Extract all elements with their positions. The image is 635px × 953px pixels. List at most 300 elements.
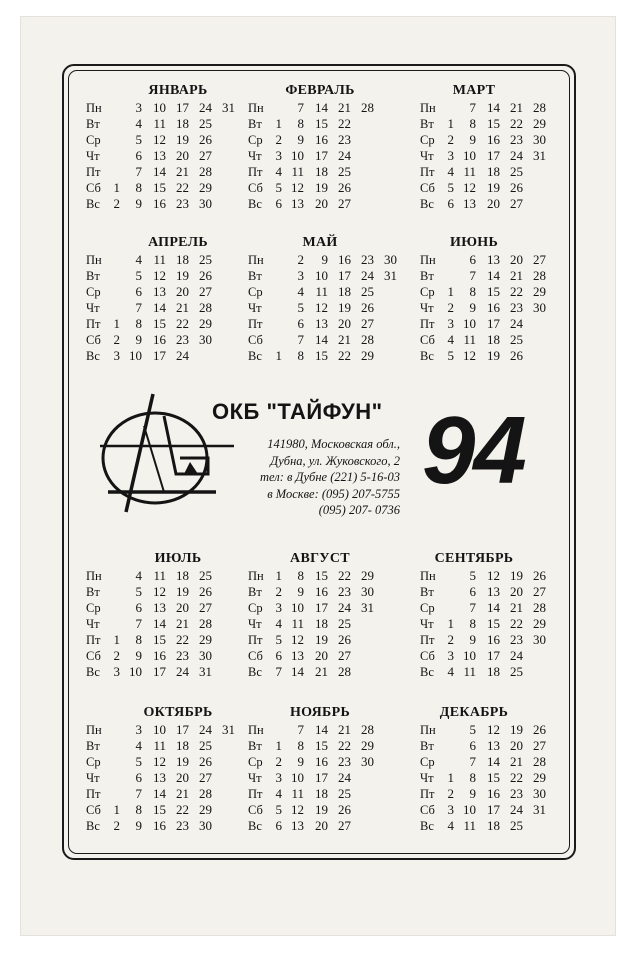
day-number: 12 bbox=[463, 180, 476, 195]
day-number: 15 bbox=[487, 770, 500, 785]
weekday-label: Вт bbox=[86, 269, 100, 283]
day-number: 19 bbox=[176, 132, 189, 147]
day-number: 13 bbox=[153, 284, 166, 299]
month-title: АВГУСТ bbox=[290, 551, 350, 566]
day-number: 12 bbox=[463, 348, 476, 363]
address-line: 141980, Московская обл., bbox=[267, 437, 400, 451]
month-block bbox=[420, 550, 590, 680]
day-number: 9 bbox=[321, 252, 328, 267]
day-number: 11 bbox=[153, 568, 166, 583]
day-number: 24 bbox=[176, 348, 189, 363]
day-number: 30 bbox=[533, 786, 546, 801]
weekday-label: Вс bbox=[86, 349, 100, 363]
weekday-label: Вт bbox=[420, 269, 434, 283]
day-number: 12 bbox=[153, 132, 166, 147]
week-row bbox=[86, 786, 256, 802]
weekday-label: Сб bbox=[248, 181, 263, 195]
day-number: 27 bbox=[199, 284, 212, 299]
day-number: 18 bbox=[487, 164, 500, 179]
weekday-label: Чт bbox=[420, 149, 434, 163]
day-number: 30 bbox=[533, 300, 546, 315]
day-number: 31 bbox=[199, 664, 212, 679]
week-row bbox=[86, 754, 256, 770]
weekday-label: Пн bbox=[86, 253, 102, 267]
day-number: 13 bbox=[291, 196, 304, 211]
day-number: 2 bbox=[447, 632, 454, 647]
weekday-label: Вт bbox=[248, 585, 262, 599]
day-number: 22 bbox=[510, 770, 523, 785]
month-block bbox=[86, 704, 256, 834]
weekday-label: Ср bbox=[248, 601, 263, 615]
day-number: 6 bbox=[469, 738, 476, 753]
day-number: 20 bbox=[176, 148, 189, 163]
day-number: 20 bbox=[315, 196, 328, 211]
day-number: 17 bbox=[315, 770, 328, 785]
weekday-label: Пн bbox=[420, 569, 436, 583]
day-number: 10 bbox=[291, 148, 304, 163]
day-number: 1 bbox=[447, 616, 454, 631]
day-number: 7 bbox=[297, 332, 304, 347]
day-number: 12 bbox=[487, 568, 500, 583]
weekday-label: Чт bbox=[420, 617, 434, 631]
day-number: 11 bbox=[463, 818, 476, 833]
week-row bbox=[248, 316, 418, 332]
day-number: 23 bbox=[361, 252, 374, 267]
day-number: 5 bbox=[135, 132, 142, 147]
weekday-label: Вт bbox=[86, 739, 100, 753]
day-number: 25 bbox=[199, 738, 212, 753]
day-number: 16 bbox=[153, 818, 166, 833]
weekday-label: Вс bbox=[420, 819, 434, 833]
weekday-label: Сб bbox=[248, 333, 263, 347]
week-row bbox=[248, 300, 418, 316]
day-number: 11 bbox=[463, 664, 476, 679]
day-number: 10 bbox=[153, 722, 166, 737]
day-number: 25 bbox=[199, 116, 212, 131]
day-number: 17 bbox=[176, 100, 189, 115]
day-number: 14 bbox=[153, 616, 166, 631]
week-row bbox=[248, 770, 418, 786]
day-number: 15 bbox=[153, 632, 166, 647]
day-number: 20 bbox=[510, 252, 523, 267]
day-number: 2 bbox=[113, 332, 120, 347]
week-row bbox=[86, 132, 256, 148]
day-number: 5 bbox=[275, 180, 282, 195]
day-number: 14 bbox=[315, 332, 328, 347]
day-number: 20 bbox=[510, 738, 523, 753]
day-number: 21 bbox=[176, 616, 189, 631]
week-row bbox=[248, 348, 418, 364]
weekday-label: Ср bbox=[420, 133, 435, 147]
day-number: 28 bbox=[361, 722, 374, 737]
week-row bbox=[420, 632, 590, 648]
day-number: 10 bbox=[463, 802, 476, 817]
day-number: 19 bbox=[315, 632, 328, 647]
day-number: 16 bbox=[338, 252, 351, 267]
day-number: 15 bbox=[315, 568, 328, 583]
week-row bbox=[420, 164, 590, 180]
day-number: 12 bbox=[487, 722, 500, 737]
day-number: 9 bbox=[469, 786, 476, 801]
weekday-label: Пн bbox=[248, 253, 264, 267]
day-number: 12 bbox=[153, 754, 166, 769]
day-number: 19 bbox=[176, 754, 189, 769]
day-number: 6 bbox=[135, 284, 142, 299]
week-row bbox=[420, 252, 590, 268]
month-title: ЯНВАРЬ bbox=[148, 83, 208, 98]
day-number: 20 bbox=[176, 600, 189, 615]
day-number: 21 bbox=[338, 722, 351, 737]
weekday-label: Сб bbox=[86, 333, 101, 347]
day-number: 17 bbox=[338, 268, 351, 283]
day-number: 25 bbox=[199, 568, 212, 583]
calendar-year: 94 bbox=[422, 397, 525, 504]
day-number: 30 bbox=[199, 196, 212, 211]
weekday-label: Чт bbox=[248, 617, 262, 631]
week-row bbox=[420, 116, 590, 132]
day-number: 23 bbox=[338, 132, 351, 147]
week-row bbox=[248, 568, 418, 584]
day-number: 11 bbox=[291, 164, 304, 179]
day-number: 1 bbox=[113, 316, 120, 331]
day-number: 8 bbox=[297, 348, 304, 363]
week-row bbox=[86, 100, 256, 116]
weekday-label: Сб bbox=[420, 181, 435, 195]
day-number: 10 bbox=[153, 100, 166, 115]
day-number: 3 bbox=[275, 148, 282, 163]
month-title: МАРТ bbox=[452, 83, 496, 98]
day-number: 1 bbox=[113, 632, 120, 647]
day-number: 30 bbox=[361, 754, 374, 769]
day-number: 16 bbox=[153, 648, 166, 663]
day-number: 26 bbox=[199, 754, 212, 769]
day-number: 27 bbox=[361, 316, 374, 331]
week-row bbox=[420, 786, 590, 802]
week-row bbox=[248, 132, 418, 148]
weekday-label: Пн bbox=[420, 101, 436, 115]
week-row bbox=[86, 818, 256, 834]
day-number: 13 bbox=[153, 600, 166, 615]
day-number: 21 bbox=[176, 300, 189, 315]
day-number: 19 bbox=[487, 180, 500, 195]
day-number: 22 bbox=[510, 116, 523, 131]
day-number: 15 bbox=[153, 316, 166, 331]
week-row bbox=[248, 284, 418, 300]
month-block bbox=[248, 82, 418, 212]
day-number: 14 bbox=[291, 664, 304, 679]
week-row bbox=[420, 100, 590, 116]
week-row bbox=[248, 738, 418, 754]
weekday-label: Сб bbox=[86, 649, 101, 663]
day-number: 7 bbox=[469, 754, 476, 769]
day-number: 24 bbox=[338, 148, 351, 163]
day-number: 3 bbox=[113, 348, 120, 363]
day-number: 27 bbox=[338, 818, 351, 833]
month-block bbox=[420, 82, 590, 212]
week-row bbox=[420, 332, 590, 348]
weekday-label: Пн bbox=[248, 101, 264, 115]
day-number: 14 bbox=[153, 300, 166, 315]
day-number: 11 bbox=[153, 738, 166, 753]
day-number: 26 bbox=[199, 268, 212, 283]
day-number: 11 bbox=[153, 116, 166, 131]
weekday-label: Вс bbox=[420, 665, 434, 679]
weekday-label: Вс bbox=[86, 197, 100, 211]
day-number: 7 bbox=[469, 268, 476, 283]
day-number: 26 bbox=[510, 180, 523, 195]
day-number: 23 bbox=[510, 786, 523, 801]
day-number: 28 bbox=[199, 786, 212, 801]
day-number: 20 bbox=[487, 196, 500, 211]
week-row bbox=[86, 600, 256, 616]
day-number: 18 bbox=[315, 786, 328, 801]
day-number: 17 bbox=[487, 148, 500, 163]
day-number: 20 bbox=[338, 316, 351, 331]
day-number: 16 bbox=[487, 132, 500, 147]
weekday-label: Пт bbox=[420, 787, 435, 801]
day-number: 31 bbox=[222, 722, 235, 737]
day-number: 18 bbox=[176, 116, 189, 131]
weekday-label: Пт bbox=[86, 165, 101, 179]
weekday-label: Вс bbox=[86, 665, 100, 679]
weekday-label: Вт bbox=[248, 117, 262, 131]
weekday-label: Чт bbox=[86, 771, 100, 785]
week-row bbox=[86, 616, 256, 632]
day-number: 6 bbox=[275, 818, 282, 833]
weekday-label: Вт bbox=[86, 585, 100, 599]
week-row bbox=[420, 316, 590, 332]
day-number: 5 bbox=[447, 348, 454, 363]
week-row bbox=[86, 584, 256, 600]
weekday-label: Пт bbox=[420, 317, 435, 331]
day-number: 4 bbox=[135, 116, 142, 131]
day-number: 18 bbox=[487, 818, 500, 833]
day-number: 22 bbox=[176, 632, 189, 647]
week-row bbox=[420, 600, 590, 616]
day-number: 23 bbox=[510, 132, 523, 147]
day-number: 5 bbox=[469, 568, 476, 583]
day-number: 27 bbox=[199, 600, 212, 615]
weekday-label: Вт bbox=[86, 117, 100, 131]
weekday-label: Ср bbox=[248, 285, 263, 299]
week-row bbox=[248, 100, 418, 116]
day-number: 27 bbox=[510, 196, 523, 211]
day-number: 28 bbox=[199, 616, 212, 631]
day-number: 6 bbox=[135, 770, 142, 785]
day-number: 26 bbox=[533, 568, 546, 583]
day-number: 26 bbox=[199, 584, 212, 599]
day-number: 21 bbox=[176, 786, 189, 801]
day-number: 8 bbox=[135, 180, 142, 195]
month-block bbox=[86, 550, 256, 680]
day-number: 4 bbox=[447, 664, 454, 679]
week-row bbox=[248, 648, 418, 664]
day-number: 17 bbox=[153, 664, 166, 679]
day-number: 1 bbox=[275, 738, 282, 753]
day-number: 2 bbox=[275, 754, 282, 769]
weekday-label: Вт bbox=[420, 117, 434, 131]
weekday-label: Вт bbox=[248, 739, 262, 753]
day-number: 12 bbox=[315, 300, 328, 315]
week-row bbox=[420, 584, 590, 600]
day-number: 31 bbox=[533, 148, 546, 163]
phone-line: (095) 207- 0736 bbox=[318, 503, 400, 517]
week-row bbox=[420, 300, 590, 316]
month-title: ФЕВРАЛЬ bbox=[285, 83, 355, 98]
week-row bbox=[248, 584, 418, 600]
day-number: 30 bbox=[199, 818, 212, 833]
weekday-label: Чт bbox=[420, 301, 434, 315]
day-number: 15 bbox=[487, 616, 500, 631]
week-row bbox=[86, 664, 256, 680]
day-number: 20 bbox=[176, 770, 189, 785]
day-number: 29 bbox=[199, 180, 212, 195]
day-number: 13 bbox=[487, 252, 500, 267]
weekday-label: Чт bbox=[248, 149, 262, 163]
day-number: 18 bbox=[315, 616, 328, 631]
weekday-label: Ср bbox=[86, 285, 101, 299]
day-number: 19 bbox=[510, 722, 523, 737]
week-row bbox=[86, 116, 256, 132]
day-number: 7 bbox=[469, 100, 476, 115]
address-line: Дубна, ул. Жуковского, 2 bbox=[270, 453, 400, 468]
weekday-label: Пн bbox=[420, 253, 436, 267]
week-row bbox=[86, 632, 256, 648]
day-number: 23 bbox=[176, 818, 189, 833]
day-number: 23 bbox=[338, 584, 351, 599]
month-block bbox=[86, 234, 256, 364]
weekday-label: Пн bbox=[248, 723, 264, 737]
day-number: 3 bbox=[447, 148, 454, 163]
day-number: 27 bbox=[199, 148, 212, 163]
week-row bbox=[86, 332, 256, 348]
day-number: 31 bbox=[533, 802, 546, 817]
day-number: 8 bbox=[297, 738, 304, 753]
day-number: 29 bbox=[533, 616, 546, 631]
day-number: 31 bbox=[361, 600, 374, 615]
day-number: 24 bbox=[510, 316, 523, 331]
week-row bbox=[248, 268, 418, 284]
day-number: 1 bbox=[447, 770, 454, 785]
day-number: 4 bbox=[275, 164, 282, 179]
week-row bbox=[248, 664, 418, 680]
day-number: 23 bbox=[510, 632, 523, 647]
week-row bbox=[420, 616, 590, 632]
day-number: 21 bbox=[510, 268, 523, 283]
day-number: 22 bbox=[510, 284, 523, 299]
week-row bbox=[420, 770, 590, 786]
day-number: 11 bbox=[463, 164, 476, 179]
week-row bbox=[420, 738, 590, 754]
day-number: 3 bbox=[275, 770, 282, 785]
week-row bbox=[248, 722, 418, 738]
week-row bbox=[248, 600, 418, 616]
day-number: 22 bbox=[176, 180, 189, 195]
day-number: 11 bbox=[291, 616, 304, 631]
weekday-label: Чт bbox=[86, 617, 100, 631]
day-number: 29 bbox=[199, 802, 212, 817]
weekday-label: Чт bbox=[420, 771, 434, 785]
day-number: 4 bbox=[275, 616, 282, 631]
day-number: 9 bbox=[297, 584, 304, 599]
day-number: 10 bbox=[463, 148, 476, 163]
day-number: 2 bbox=[447, 132, 454, 147]
month-title: СЕНТЯБРЬ bbox=[434, 551, 514, 566]
day-number: 17 bbox=[487, 316, 500, 331]
day-number: 19 bbox=[315, 180, 328, 195]
day-number: 22 bbox=[338, 348, 351, 363]
day-number: 8 bbox=[135, 632, 142, 647]
weekday-label: Пн bbox=[420, 723, 436, 737]
weekday-label: Вс bbox=[248, 819, 262, 833]
day-number: 1 bbox=[113, 180, 120, 195]
day-number: 19 bbox=[176, 584, 189, 599]
day-number: 22 bbox=[338, 738, 351, 753]
day-number: 9 bbox=[135, 196, 142, 211]
day-number: 25 bbox=[510, 164, 523, 179]
weekday-label: Пт bbox=[248, 633, 263, 647]
day-number: 24 bbox=[510, 802, 523, 817]
day-number: 29 bbox=[533, 116, 546, 131]
day-number: 5 bbox=[135, 754, 142, 769]
day-number: 12 bbox=[291, 632, 304, 647]
day-number: 24 bbox=[338, 770, 351, 785]
week-row bbox=[86, 164, 256, 180]
day-number: 24 bbox=[510, 148, 523, 163]
week-row bbox=[248, 802, 418, 818]
weekday-label: Ср bbox=[248, 133, 263, 147]
day-number: 11 bbox=[315, 284, 328, 299]
day-number: 29 bbox=[199, 316, 212, 331]
day-number: 29 bbox=[361, 568, 374, 583]
phone-line: тел: в Дубне (221) 5-16-03 bbox=[260, 470, 400, 484]
day-number: 30 bbox=[199, 332, 212, 347]
day-number: 7 bbox=[469, 600, 476, 615]
day-number: 24 bbox=[338, 600, 351, 615]
day-number: 3 bbox=[135, 722, 142, 737]
weekday-label: Ср bbox=[86, 755, 101, 769]
day-number: 26 bbox=[361, 300, 374, 315]
day-number: 9 bbox=[469, 300, 476, 315]
day-number: 16 bbox=[315, 754, 328, 769]
week-row bbox=[86, 252, 256, 268]
day-number: 5 bbox=[135, 584, 142, 599]
day-number: 9 bbox=[297, 754, 304, 769]
day-number: 7 bbox=[135, 616, 142, 631]
day-number: 7 bbox=[297, 100, 304, 115]
day-number: 15 bbox=[315, 348, 328, 363]
week-row bbox=[86, 738, 256, 754]
day-number: 3 bbox=[113, 664, 120, 679]
day-number: 12 bbox=[153, 268, 166, 283]
day-number: 14 bbox=[487, 268, 500, 283]
weekday-label: Пн bbox=[86, 101, 102, 115]
day-number: 14 bbox=[153, 164, 166, 179]
day-number: 6 bbox=[447, 196, 454, 211]
day-number: 23 bbox=[176, 196, 189, 211]
day-number: 25 bbox=[361, 284, 374, 299]
weekday-label: Пт bbox=[86, 317, 101, 331]
day-number: 8 bbox=[469, 116, 476, 131]
weekday-label: Пт bbox=[248, 787, 263, 801]
month-title: ИЮЛЬ bbox=[154, 551, 202, 566]
day-number: 6 bbox=[135, 600, 142, 615]
week-row bbox=[86, 770, 256, 786]
day-number: 20 bbox=[510, 584, 523, 599]
month-title: ДЕКАБРЬ bbox=[439, 705, 509, 720]
day-number: 16 bbox=[315, 132, 328, 147]
day-number: 21 bbox=[338, 100, 351, 115]
